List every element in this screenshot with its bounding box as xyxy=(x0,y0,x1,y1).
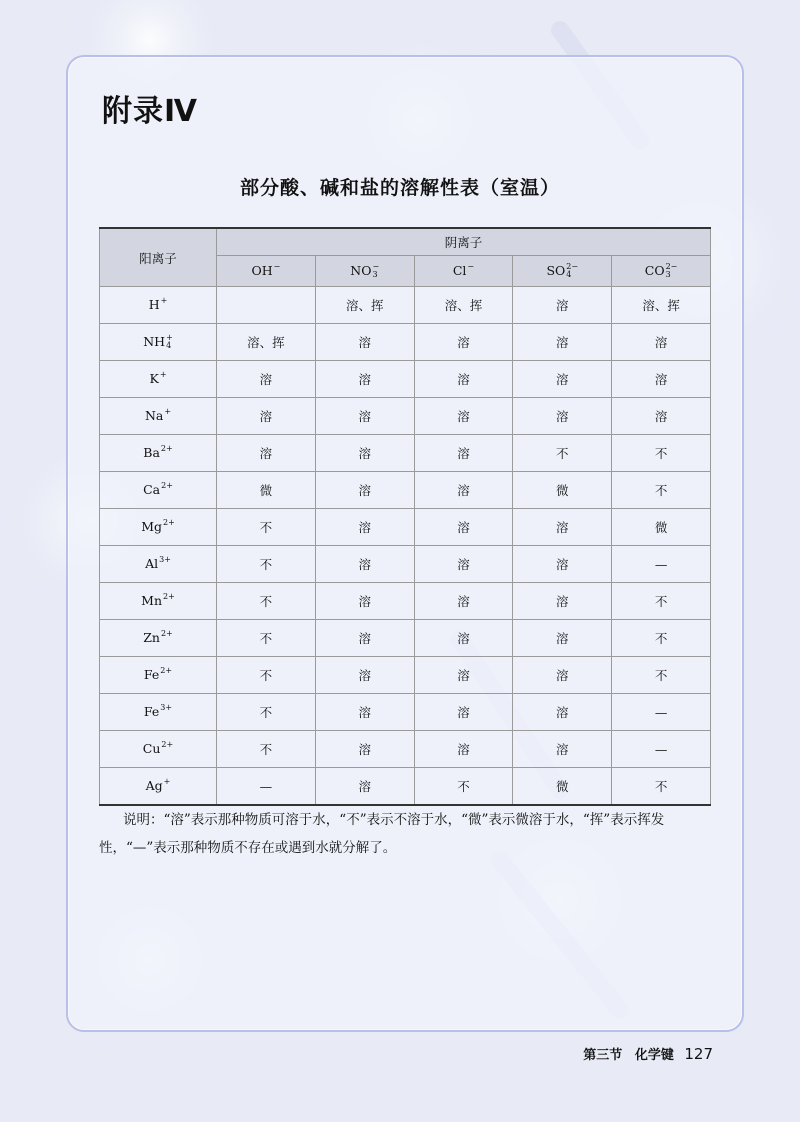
solubility-cell: 溶 xyxy=(315,361,414,398)
ion-symbol: K xyxy=(149,370,159,386)
ion-subscript: 3 xyxy=(665,270,671,280)
cation-cell xyxy=(100,472,217,509)
solubility-cell: 微 xyxy=(513,472,612,509)
page-number: 127 xyxy=(684,1045,713,1063)
ion-subscript xyxy=(161,638,173,646)
ion-symbol: Ca xyxy=(143,481,161,497)
cation-cell xyxy=(100,546,217,583)
ion-subscript xyxy=(164,786,171,794)
table-row xyxy=(100,546,711,583)
solubility-cell: 溶 xyxy=(217,398,316,435)
ion-subscript xyxy=(161,490,173,498)
solubility-cell: 不 xyxy=(513,435,612,472)
ion-charge: 3+ xyxy=(160,703,173,713)
cation-header: 阳离子 xyxy=(100,228,217,287)
solubility-cell: 溶 xyxy=(315,509,414,546)
cation-cell xyxy=(100,509,217,546)
cation-cell xyxy=(100,731,217,768)
solubility-cell: 溶 xyxy=(315,398,414,435)
solubility-cell: 不 xyxy=(217,731,316,768)
ion-symbol: SO xyxy=(546,262,566,278)
ion-subscript xyxy=(163,601,175,609)
anion-header-cell xyxy=(315,256,414,287)
solubility-cell: 不 xyxy=(612,620,711,657)
anion-header-cell xyxy=(612,256,711,287)
ion-formula xyxy=(145,408,171,425)
ion-subscript xyxy=(160,379,167,387)
ion-charge: − xyxy=(273,262,281,272)
table-note: 说明：“溶”表示那种物质可溶于水，“不”表示不溶于水，“微”表示微溶于水，“挥”表示挥发性，“—”表示那种物质不存在或遇到水就分解了。 xyxy=(99,812,665,856)
solubility-cell: 溶 xyxy=(513,398,612,435)
ion-formula xyxy=(143,741,173,758)
ion-formula xyxy=(143,445,172,462)
solubility-cell: 不 xyxy=(217,509,316,546)
table-row xyxy=(100,620,711,657)
solubility-table xyxy=(99,227,711,806)
ion-formula xyxy=(149,371,166,388)
solubility-cell: 微 xyxy=(612,509,711,546)
solubility-cell: 溶 xyxy=(315,583,414,620)
ion-symbol: NH xyxy=(143,333,166,349)
footer-book: 化学键 xyxy=(634,1048,674,1063)
table-row xyxy=(100,768,711,806)
solubility-cell: 不 xyxy=(612,583,711,620)
ion-symbol: CO xyxy=(644,262,665,278)
ion-subscript xyxy=(161,749,173,757)
solubility-cell: — xyxy=(217,768,316,806)
ion-charge: − xyxy=(467,262,475,272)
solubility-cell: 不 xyxy=(217,657,316,694)
solubility-cell: 微 xyxy=(513,768,612,806)
solubility-cell: 溶 xyxy=(414,620,513,657)
solubility-cell: 不 xyxy=(217,546,316,583)
table-row xyxy=(100,472,711,509)
table-row xyxy=(100,435,711,472)
ion-formula xyxy=(143,630,173,647)
ion-charge: 2+ xyxy=(163,518,175,528)
ion-charge: − xyxy=(372,262,380,272)
solubility-cell: 溶 xyxy=(315,694,414,731)
solubility-cell: 溶 xyxy=(315,731,414,768)
table-row xyxy=(100,583,711,620)
ion-subscript: 4 xyxy=(566,270,572,280)
table-row xyxy=(100,694,711,731)
ion-formula xyxy=(251,263,280,280)
solubility-cell: 不 xyxy=(612,657,711,694)
appendix-title: 附录Ⅳ xyxy=(102,94,198,129)
solubility-cell: 溶 xyxy=(217,361,316,398)
solubility-cell: 溶 xyxy=(315,472,414,509)
ion-charge: 2+ xyxy=(160,629,173,639)
ion-subscript xyxy=(163,527,175,535)
ion-symbol: Na xyxy=(144,407,164,423)
solubility-cell: 溶 xyxy=(513,694,612,731)
cation-cell xyxy=(100,620,217,657)
ion-charge: 3+ xyxy=(159,555,171,565)
ion-charge: 2− xyxy=(566,262,579,272)
solubility-cell xyxy=(217,287,316,324)
ion-formula xyxy=(143,334,173,351)
solubility-cell: 溶 xyxy=(414,731,513,768)
ion-subscript: 4 xyxy=(166,341,172,351)
ion-symbol: H xyxy=(148,296,160,312)
solubility-cell: 微 xyxy=(217,472,316,509)
solubility-cell: 溶 xyxy=(414,472,513,509)
ion-charge: 2− xyxy=(665,262,678,272)
solubility-cell: 溶 xyxy=(315,324,414,361)
solubility-cell: 溶 xyxy=(612,361,711,398)
anion-header-cell xyxy=(513,256,612,287)
solubility-cell: 溶 xyxy=(513,731,612,768)
table-row xyxy=(100,657,711,694)
ion-symbol: Zn xyxy=(143,629,160,645)
ion-symbol: Mg xyxy=(141,518,162,534)
ion-formula xyxy=(149,297,168,314)
ion-formula xyxy=(141,519,175,536)
cation-cell xyxy=(100,768,217,806)
solubility-cell: 溶、挥 xyxy=(315,287,414,324)
cation-cell xyxy=(100,657,217,694)
table-title: 部分酸、碱和盐的溶解性表（室温） xyxy=(239,177,560,199)
solubility-cell: 不 xyxy=(217,620,316,657)
ion-subscript xyxy=(159,564,171,572)
ion-symbol: Al xyxy=(145,555,159,571)
solubility-cell: 溶 xyxy=(513,620,612,657)
ion-subscript xyxy=(161,305,168,313)
cation-cell xyxy=(100,361,217,398)
solubility-cell: 溶 xyxy=(217,435,316,472)
solubility-cell: 溶 xyxy=(513,324,612,361)
footer-section: 第三节 xyxy=(583,1048,623,1063)
solubility-cell: 溶 xyxy=(315,620,414,657)
table-row xyxy=(100,731,711,768)
cation-cell xyxy=(100,694,217,731)
solubility-cell: 溶、挥 xyxy=(217,324,316,361)
solubility-cell: 溶 xyxy=(315,768,414,806)
ion-subscript xyxy=(160,675,172,683)
ion-subscript xyxy=(467,271,474,279)
ion-charge: 2+ xyxy=(163,592,175,602)
solubility-cell: 溶 xyxy=(414,583,513,620)
ion-formula xyxy=(143,482,173,499)
ion-symbol: Cl xyxy=(452,262,467,278)
solubility-cell: 溶、挥 xyxy=(612,287,711,324)
ion-formula xyxy=(645,263,678,280)
solubility-cell: 溶 xyxy=(414,398,513,435)
solubility-cell: 溶 xyxy=(414,509,513,546)
ion-charge: 2+ xyxy=(160,444,173,454)
solubility-cell: 溶 xyxy=(513,287,612,324)
ion-charge: + xyxy=(163,777,171,787)
ion-charge: + xyxy=(159,370,167,380)
solubility-cell: 溶 xyxy=(612,398,711,435)
solubility-cell: 溶 xyxy=(414,435,513,472)
solubility-cell: 溶 xyxy=(414,361,513,398)
solubility-cell: 不 xyxy=(612,472,711,509)
solubility-cell: 溶 xyxy=(414,324,513,361)
ion-formula xyxy=(145,556,171,573)
ion-subscript xyxy=(161,453,173,461)
solubility-cell: 不 xyxy=(612,435,711,472)
cation-cell xyxy=(100,398,217,435)
solubility-cell: 溶 xyxy=(513,546,612,583)
ion-formula xyxy=(144,667,172,684)
solubility-cell: 溶 xyxy=(612,324,711,361)
ion-charge: + xyxy=(164,407,172,417)
solubility-cell: — xyxy=(612,694,711,731)
anion-header: 阴离子 xyxy=(217,228,711,256)
anion-header-cell xyxy=(414,256,513,287)
solubility-cell: 溶 xyxy=(513,583,612,620)
cation-cell xyxy=(100,287,217,324)
solubility-cell: 溶 xyxy=(414,694,513,731)
ion-symbol: OH xyxy=(251,262,273,278)
cation-cell xyxy=(100,435,217,472)
ion-subscript xyxy=(160,712,172,720)
ion-subscript xyxy=(274,271,281,279)
solubility-cell: 溶 xyxy=(315,435,414,472)
ion-charge: + xyxy=(160,296,168,306)
anion-header-cell xyxy=(217,256,316,287)
ion-formula xyxy=(350,263,379,280)
solubility-cell: 溶、挥 xyxy=(414,287,513,324)
solubility-cell: 溶 xyxy=(414,546,513,583)
solubility-cell: 溶 xyxy=(414,657,513,694)
solubility-cell: 溶 xyxy=(513,657,612,694)
ion-formula xyxy=(546,263,578,280)
ion-charge: 2+ xyxy=(160,666,173,676)
ion-subscript: 3 xyxy=(372,270,378,280)
ion-symbol: Ag xyxy=(145,777,163,793)
ion-symbol: NO xyxy=(350,262,372,278)
ion-charge: 2+ xyxy=(161,740,174,750)
solubility-cell: 不 xyxy=(217,694,316,731)
solubility-cell: — xyxy=(612,731,711,768)
ion-symbol: Cu xyxy=(142,740,161,756)
ion-formula xyxy=(141,593,175,610)
solubility-cell: 溶 xyxy=(315,657,414,694)
ion-formula xyxy=(453,263,474,280)
ion-charge: 2+ xyxy=(161,481,173,491)
solubility-cell: — xyxy=(612,546,711,583)
solubility-cell: 不 xyxy=(414,768,513,806)
ion-symbol: Fe xyxy=(143,666,160,682)
table-row xyxy=(100,398,711,435)
cation-cell xyxy=(100,583,217,620)
ion-charge: + xyxy=(166,333,173,343)
cation-cell xyxy=(100,324,217,361)
solubility-cell: 溶 xyxy=(513,509,612,546)
solubility-cell: 溶 xyxy=(513,361,612,398)
solubility-cell: 溶 xyxy=(315,546,414,583)
ion-symbol: Mn xyxy=(141,592,163,608)
table-row xyxy=(100,324,711,361)
solubility-cell: 不 xyxy=(217,583,316,620)
solubility-cell: 不 xyxy=(612,768,711,806)
ion-symbol: Fe xyxy=(143,703,160,719)
table-row xyxy=(100,509,711,546)
ion-symbol: Ba xyxy=(143,444,160,460)
ion-subscript xyxy=(164,416,171,424)
ion-formula xyxy=(144,704,172,721)
table-row xyxy=(100,361,711,398)
ion-formula xyxy=(146,778,171,795)
table-row xyxy=(100,287,711,324)
page-footer xyxy=(583,1044,713,1063)
